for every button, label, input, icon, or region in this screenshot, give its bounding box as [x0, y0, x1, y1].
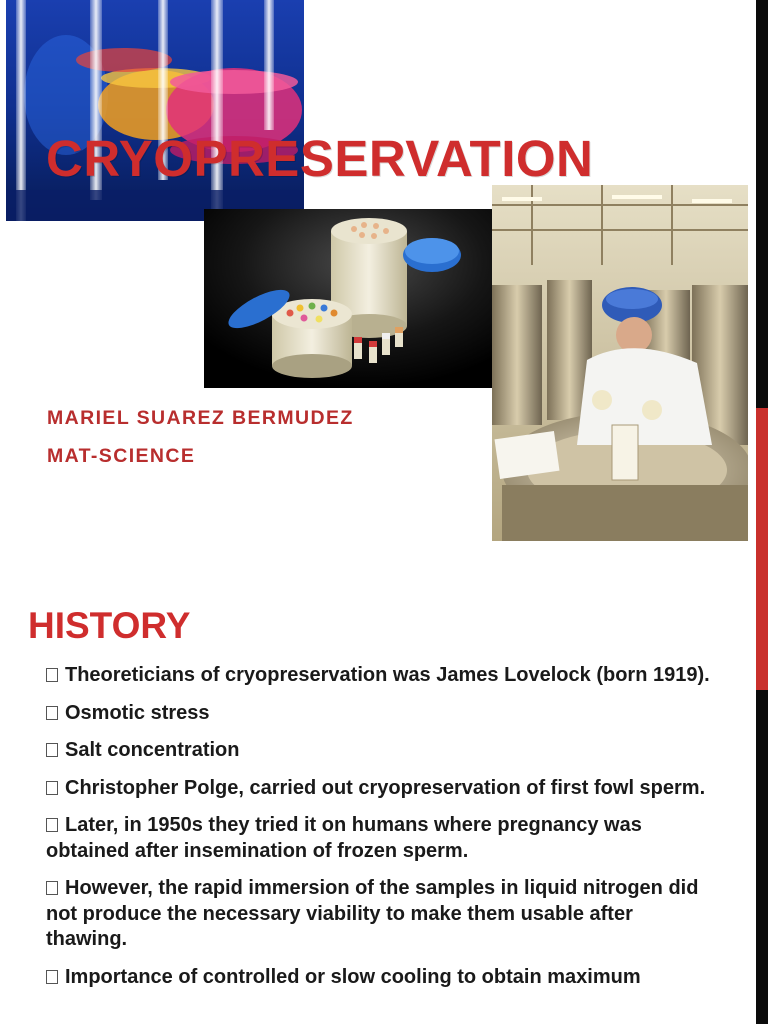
bullet-text: Later, in 1950s they tried it on humans where pregnancy was obtained after insemination of frozen sperm.	[46, 814, 642, 862]
bullet-box-icon	[46, 668, 58, 682]
bullet-item	[46, 776, 718, 802]
program-name: MAT-SCIENCE	[47, 445, 196, 467]
bullet-text: Christopher Polge, carried out cryopreservation of first fowl sperm.	[65, 776, 706, 799]
history-heading: HISTORY	[28, 605, 191, 646]
bullet-item	[46, 965, 718, 991]
history-bullet-list	[46, 663, 718, 1002]
bullet-text: Salt concentration	[65, 739, 240, 761]
history-slide	[0, 560, 756, 1024]
lab-tubes-photo	[6, 0, 304, 221]
bullet-item	[46, 813, 718, 864]
bullet-box-icon	[46, 818, 58, 832]
bullet-item	[46, 738, 718, 764]
bullet-box-icon	[46, 781, 58, 795]
right-accent-bar	[756, 408, 768, 690]
vials-photo	[204, 209, 493, 388]
bullet-text: Osmotic stress	[65, 701, 210, 724]
bullet-box-icon	[46, 743, 58, 757]
bullet-item	[46, 876, 718, 953]
bullet-item	[46, 701, 718, 727]
presentation-title: CRYOPRESERVATION	[46, 130, 594, 187]
lab-tubes-illustration	[6, 0, 304, 221]
bullet-box-icon	[46, 706, 58, 720]
bullet-box-icon	[46, 881, 58, 895]
cryo-tanks-illustration	[492, 185, 748, 541]
bullet-text: However, the rapid immersion of the samples in liquid nitrogen did not produce the necessary viability to make them usable after thawing.	[46, 877, 699, 950]
cryo-tanks-photo	[492, 185, 748, 541]
vials-illustration	[204, 209, 493, 388]
bullet-box-icon	[46, 970, 58, 984]
bullet-item	[46, 663, 718, 689]
bullet-text: Importance of controlled or slow cooling to obtain maximum	[65, 965, 641, 988]
author-name: MARIEL SUAREZ BERMUDEZ	[47, 407, 354, 429]
bullet-text: Theoreticians of cryopreservation was James Lovelock (born 1919).	[65, 664, 710, 686]
